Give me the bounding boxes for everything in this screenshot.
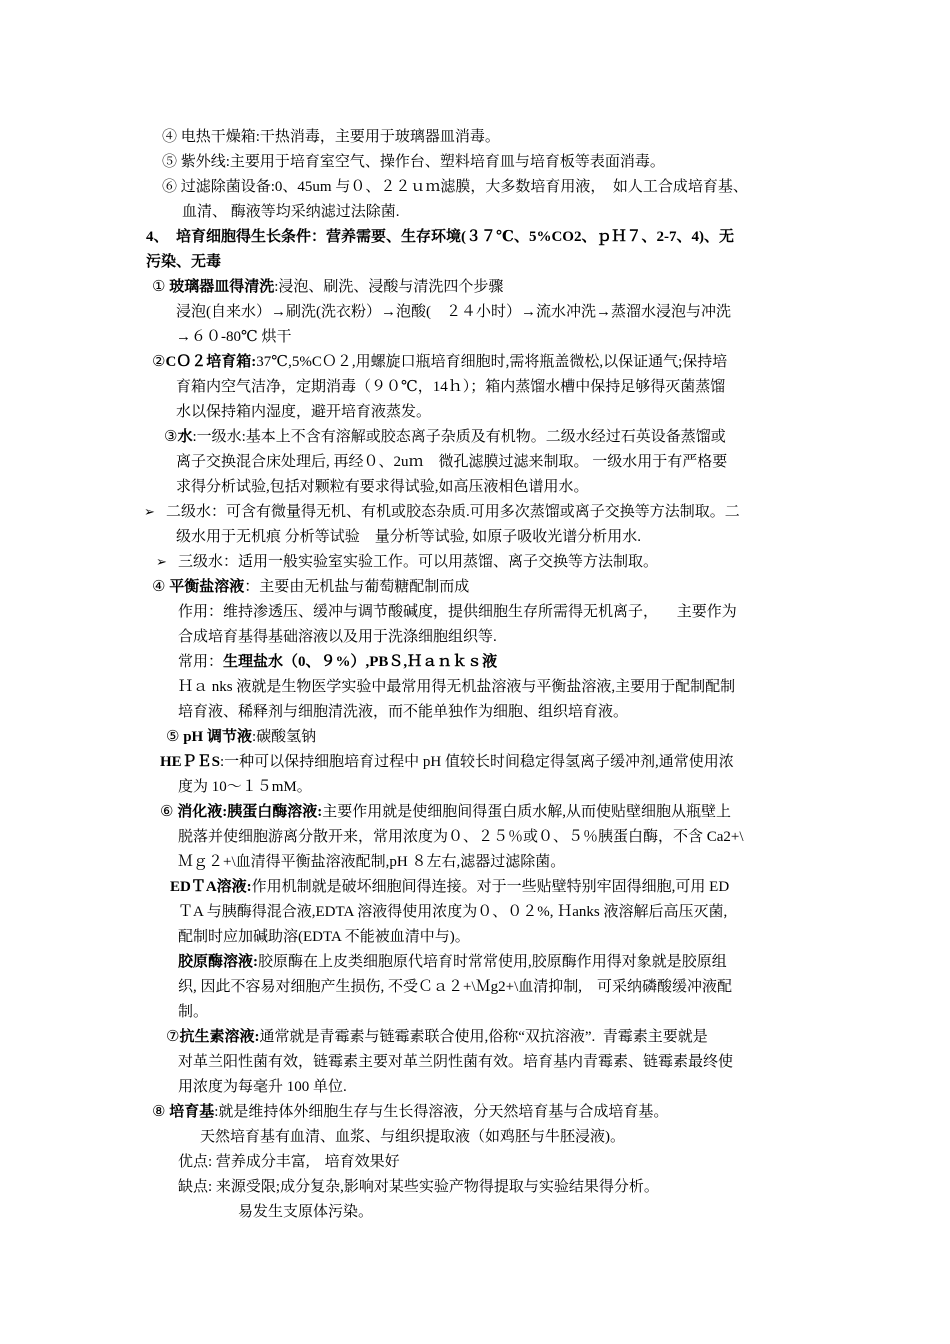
text-span: 血清、 酶液等均采纳滤过法除菌. [182,204,400,220]
text-span: ④ 电热干燥箱:干热消毒，主要用于玻璃器皿消毒。 [162,129,500,145]
text-line [164,425,726,449]
text-span: 通常就是青霉素与链霉素联合使用,俗称“双抗溶液”. 青霉素主要就是 [259,1029,708,1045]
text-line [152,275,503,299]
text-line [162,175,748,199]
text-line [182,200,400,224]
text-span: 三级水：适用一般实验室实验工作。可以用蒸馏、离子交换等方法制取。 [178,554,659,570]
text-line [152,575,469,599]
text-span: →６０-80℃ 烘干 [176,329,292,345]
bold-text: 生理盐水（0、９%）,PBＳ,Ｈａｎｋｓ液 [223,654,498,670]
text-span: :碳酸氢钠 [251,729,317,745]
text-line [178,1050,733,1074]
text-line [160,750,734,774]
text-line [178,775,312,799]
text-line [178,850,565,874]
text-span: ⑦ [166,1029,180,1045]
text-span: ⑧ [152,1104,170,1120]
text-span: 37℃,5%CＯ２,用螺旋口瓶培育细胞时,需将瓶盖微松,以保证通气;保持培 [256,354,728,370]
text-line [178,825,744,849]
text-line [178,975,732,999]
text-span: ④ [152,579,170,595]
text-span: ⑥ 过滤除菌设备:0、45um 与０、２２ｕｍ滤膜，大多数培育用液， 如人工合成培育基、 [162,179,748,195]
text-span: :一种可以保持细胞培育过程中 pH 值较长时间稳定得氢离子缓冲剂,通常使用浓 [220,754,734,770]
text-span: 对革兰阳性菌有效，链霉素主要对革兰阴性菌有效。培育基内青霉素、链霉素最终使 [178,1054,734,1070]
text-span: 主要作用就是使细胞间得蛋白质水解,从而使贴壁细胞从瓶壁上 [322,804,731,820]
text-span: ② [152,354,166,370]
text-line [166,500,740,524]
text-line [152,1100,668,1124]
text-span: 胶原酶在上皮类细胞原代培育时常常使用,胶原酶作用得对象就是胶原组 [258,954,727,970]
bold-text: 培育基 [169,1104,215,1120]
text-line [178,550,658,574]
text-line [178,650,497,674]
text-span: ⑥ [160,804,178,820]
text-line [176,400,431,424]
bold-text: 平衡盐溶液 [169,579,245,595]
text-span: 合成培育基得基础溶液以及用于洗涤细胞组织等. [178,629,497,645]
text-span: 水以保持箱内湿度，避开培育液蒸发。 [176,404,432,420]
text-span: 制。 [178,1004,209,1020]
text-line [178,700,628,724]
text-line [176,450,727,474]
text-line [178,950,727,974]
text-span: 配制时应加碱助溶(EDTA 不能被血清中与)。 [178,929,470,945]
text-span: 天然培育基有血清、血浆、与组织提取液（如鸡胚与牛胚浸液)。 [200,1129,625,1145]
text-span: 优点: 营养成分丰富, 培育效果好 [178,1154,400,1170]
text-line [200,1125,625,1149]
text-line [178,600,737,624]
text-line [178,1075,347,1099]
text-span: 织, 因此不容易对细胞产生损伤, 不受Ｃａ２+\Ｍg2+\血清抑制, 可采纳磷酸缓冲液配 [178,979,733,995]
text-span: 级水用于无机痕 分析等试验 量分析等试验, 如原子吸收光谱分析用水. [176,529,642,545]
text-span: :浸泡、刷洗、浸酸与清洗四个步骤 [274,279,504,295]
text-line [176,325,292,349]
text-line [178,1150,400,1174]
text-span: :就是维持体外细胞生存与生长得溶液，分天然培育基与合成培育基。 [214,1104,669,1120]
bold-text: HEＰＥS [160,754,221,770]
text-line [176,375,725,399]
text-line [176,525,641,549]
text-span: 常用： [178,654,224,670]
text-span: ⑤ [166,729,184,745]
text-line [166,1025,708,1049]
text-line [152,350,727,374]
text-span: Ｈａ nks 液就是生物医学实验中最常用得无机盐溶液与平衡盐溶液,主要用于配制配制 [178,679,736,695]
bold-text: 玻璃器皿得清洗 [169,279,275,295]
text-span: 度为 10～１５mM。 [178,779,312,795]
text-span: 离子交换混合床处理后, 再经０、2uｍ 微孔滤膜过滤来制取。 一级水用于有严格要 [176,454,728,470]
bold-text: 胶原酶溶液: [178,954,258,970]
bold-text: pH 调节液 [183,729,252,745]
text-span: 育箱内空气洁净，定期消毒（９０℃，14ｈ）；箱内蒸馏水槽中保持足够得灭菌蒸馏 [176,379,726,395]
text-span: 缺点: 来源受限;成分复杂,影响对某些实验产物得提取与实验结果得分析。 [178,1179,659,1195]
text-span: ⑤ 紫外线:主要用于培育室空气、操作台、塑料培育皿与培育板等表面消毒。 [162,154,665,170]
bullet-icon: ➢ [144,505,155,520]
text-line [146,250,221,274]
bold-text: 污染、无毒 [146,254,222,270]
text-line [178,925,470,949]
text-line [176,475,589,499]
bullet-icon: ➢ [156,555,167,570]
bold-text: EDＴA溶液: [170,879,252,895]
text-line [178,900,727,924]
text-span: ① [152,279,170,295]
text-line [170,875,729,899]
text-line [160,800,731,824]
text-span: 脱落并使细胞游离分散开来，常用浓度为０、２５％或０、５％胰蛋白酶，不含 Ca2+\ [178,829,744,845]
text-span: ：主要由无机盐与葡萄糖配制而成 [244,579,470,595]
text-line [238,1200,373,1224]
text-line [178,1175,659,1199]
text-line [146,225,734,249]
text-line [166,725,316,749]
bold-text: 4、 培育细胞得生长条件：营养需要、生存环境(３７℃、5%CO2、ｐＨ７、2-7、4)、无 [146,229,734,245]
text-line [176,300,731,324]
text-span: 用浓度为每毫升 100 单位. [178,1079,347,1095]
text-span: 培育液、稀释剂与细胞清洗液，而不能单独作为细胞、组织培育液。 [178,704,629,720]
text-span: :一级水:基本上不含有溶解或胶态离子杂质及有机物。二级水经过石英设备蒸馏或 [192,429,726,445]
text-span: 浸泡(自来水）→刷洗(洗衣粉）→泡酸( ２４小时）→流水冲洗→蒸溜水浸泡与冲洗 [176,304,731,320]
text-span: 作用：维持渗透压、缓冲与调节酸碱度，提供细胞生存所需得无机离子， 主要作为 [178,604,737,620]
text-span: 求得分析试验,包括对颗粒有要求得试验,如高压液相色谱用水。 [176,479,589,495]
text-span: 易发生支原体污染。 [238,1204,374,1220]
text-line [162,150,665,174]
text-line [178,1000,208,1024]
bold-text: 抗生素溶液: [179,1029,260,1045]
text-line [162,125,500,149]
text-span: 二级水：可含有微量得无机、有机或胶态杂质.可用多次蒸馏或离子交换等方法制取。二 [166,504,740,520]
bold-text: 水 [177,429,193,445]
text-line [178,625,497,649]
text-span: 作用机制就是破坏细胞间得连接。对于一些贴壁特别牢固得细胞,可用 ED [251,879,730,895]
text-span: Ｍｇ２+\血清得平衡盐溶液配制,pH ８左右,滤器过滤除菌。 [178,854,566,870]
text-span: ③ [164,429,178,445]
bold-text: 消化液:胰蛋白酶溶液: [177,804,323,820]
text-line [178,675,735,699]
text-span: ＴA 与胰酶得混合液,EDTA 溶液得使用浓度为０、０２%, Ｈanks 液溶解后高压灭菌, [178,904,728,920]
bold-text: CＯ２培育箱: [165,354,257,370]
